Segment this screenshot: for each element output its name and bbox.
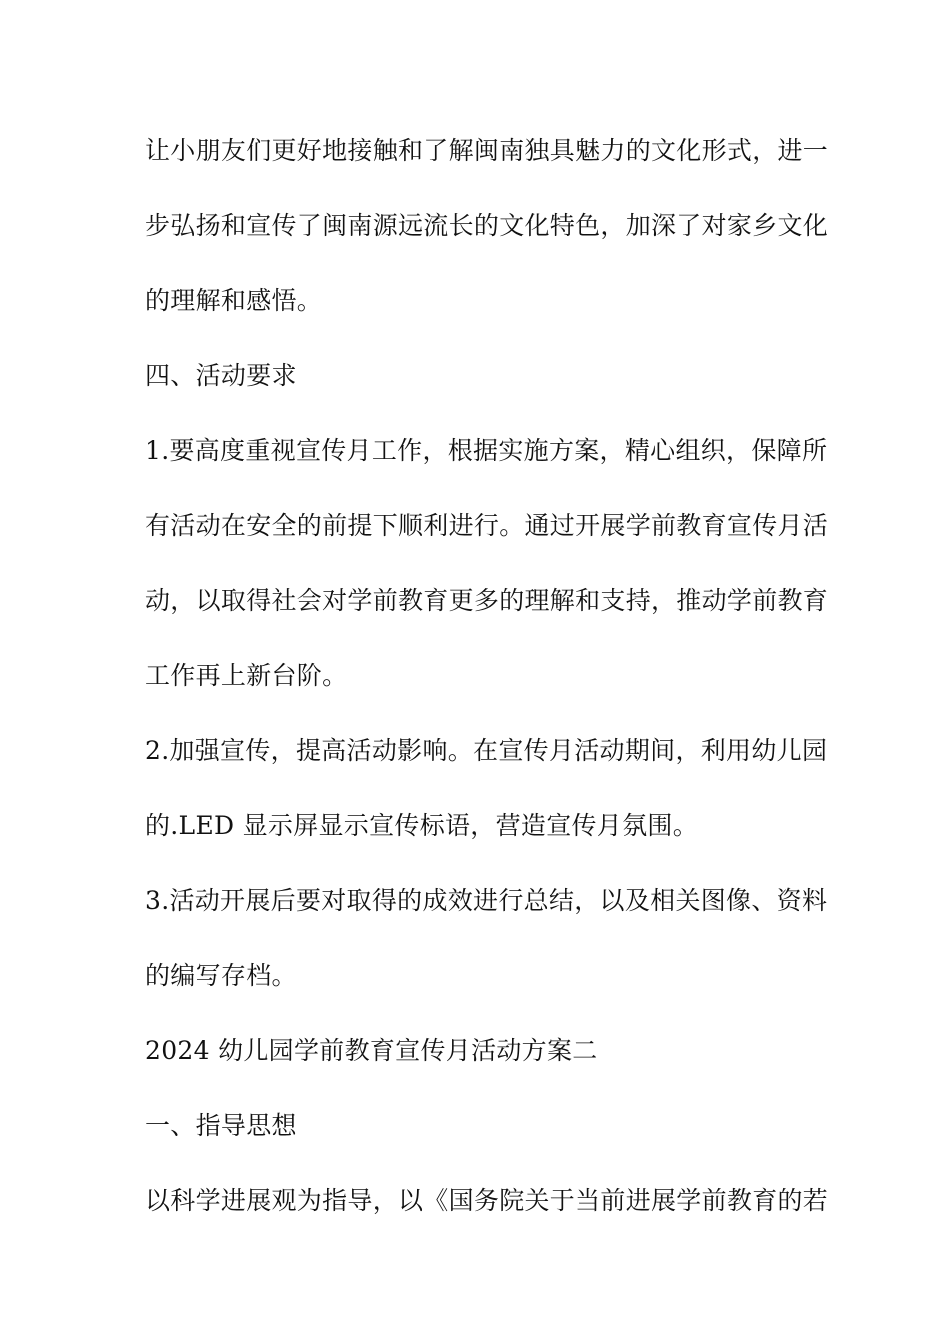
paragraph-line: 的.LED 显示屏显示宣传标语，营造宣传月氛围。 — [145, 811, 698, 840]
paragraph-line: 有活动在安全的前提下顺利进行。通过开展学前教育宣传月活 — [145, 511, 829, 540]
section-heading: 四、活动要求 — [145, 361, 297, 390]
paragraph-line: 的编写存档。 — [145, 961, 297, 990]
paragraph-line: 工作再上新台阶。 — [145, 661, 348, 690]
paragraph-line: 动，以取得社会对学前教育更多的理解和支持，推动学前教育 — [145, 586, 829, 615]
paragraph-line: 3.活动开展后要对取得的成效进行总结，以及相关图像、资料 — [145, 886, 828, 915]
paragraph-line: 步弘扬和宣传了闽南源远流长的文化特色，加深了对家乡文化 — [145, 211, 829, 240]
paragraph-line: 让小朋友们更好地接触和了解闽南独具魅力的文化形式，进一 — [145, 136, 829, 165]
document-subtitle: 2024 幼儿园学前教育宣传月活动方案二 — [145, 1036, 598, 1065]
paragraph-line: 1.要高度重视宣传月工作，根据实施方案，精心组织，保障所 — [145, 436, 828, 465]
paragraph-line: 以科学进展观为指导，以《国务院关于当前进展学前教育的若 — [145, 1186, 829, 1215]
paragraph-line: 的理解和感悟。 — [145, 286, 323, 315]
section-heading: 一、指导思想 — [145, 1111, 297, 1140]
paragraph-line: 2.加强宣传，提高活动影响。在宣传月活动期间，利用幼儿园 — [145, 736, 828, 765]
